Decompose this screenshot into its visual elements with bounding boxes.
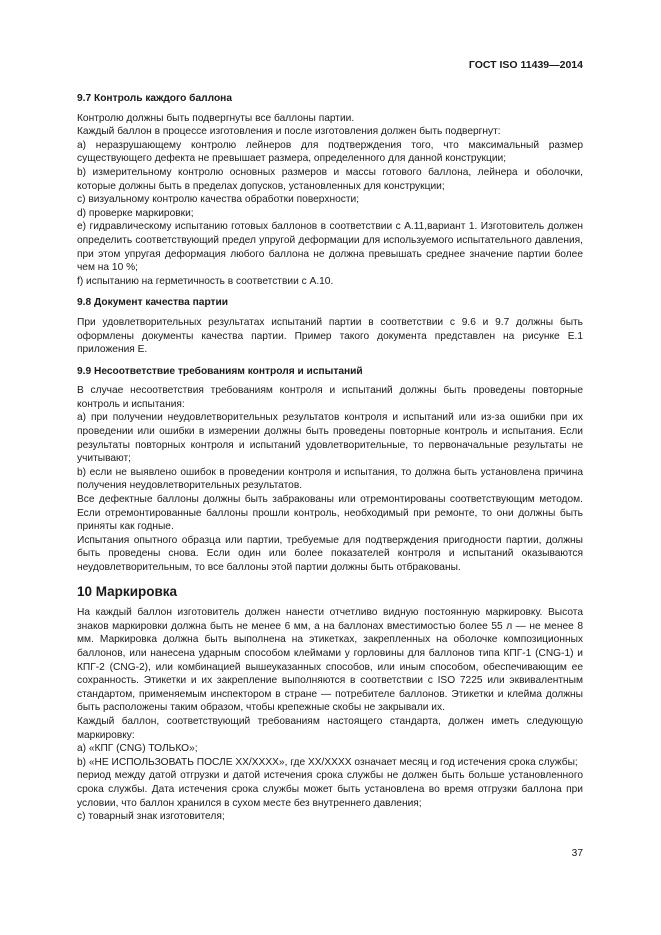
list-item: c) визуальному контролю качества обработки поверхности;	[77, 194, 360, 206]
list-item: а) «КПГ (CNG) ТОЛЬКО»;	[77, 743, 198, 755]
page-number: 37	[571, 848, 583, 859]
standard-header: ГОСТ ISO 11439—2014	[468, 59, 583, 71]
list-item: f) испытанию на герметичность в соответствии с А.10.	[77, 275, 334, 287]
paragraph: период между датой отгрузки и датой истечения срока службы не должен быть больше установленного срока службы. Дата истечения срока службы может быть установлена во время отгрузки баллона при условии, что баллон хранился в сухом месте без внутреннего давления;	[77, 770, 583, 809]
paragraph: Испытания опытного образца или партии, требуемые для подтверждения пригодности партии, должны быть проведены снова. Если один или более показателей контроля и испытаний оказываются неудовлетворительным, то все баллоны этой партии должны быть отбракованы.	[77, 534, 583, 573]
list-item: а) при получении неудовлетворительных результатов контроля и испытаний или из-за ошибки при их проведении или ошибки в измерении должны быть проведены повторные контроль и испытания. Если результаты повторных контроля и испытаний удовлетворительные, то первоначальные результаты не учитывают;	[77, 412, 583, 465]
paragraph: Каждый баллон в процессе изготовления и после изготовления должен быть подвергнут:	[77, 126, 501, 138]
section-9-7-title: 9.7 Контроль каждого баллона	[77, 93, 232, 104]
paragraph: В случае несоответствия требованиям контроля и испытаний должны быть проведены повторные контроль и испытания:	[77, 385, 583, 410]
list-item: b) «НЕ ИСПОЛЬЗОВАТЬ ПОСЛЕ XX/XXXX», где XX/XXXX означает месяц и год истечения срока службы;	[77, 756, 578, 768]
section-9-8-title: 9.8 Документ качества партии	[77, 297, 229, 309]
paragraph: Все дефектные баллоны должны быть забракованы или отремонтированы соответствующим методом. Если отремонтированные баллоны прошли контроль, необходимый при ремонте, то они должны быть приняты как годные.	[77, 494, 583, 533]
list-item: b) измерительному контролю основных размеров и массы готового баллона, лейнера и оболочки, которые должны быть в пределах допусков, установленных для конструкции;	[77, 166, 583, 192]
page-content	[77, 92, 583, 824]
list-item: e) гидравлическому испытанию готовых баллонов в соответствии с А.11,вариант 1. Изготовитель должен определить соответствующий предел упругой деформации для используемого испытательного давления, при этом упругая деформация любого баллона не должна превышать среднее значение партии более чем на 10 %;	[77, 221, 583, 274]
list-item: а) неразрушающему контролю лейнеров для подтверждения того, что максимальный размер существующего дефекта не превышает размера, определенного для данной конструкции;	[77, 139, 583, 165]
list-item: b) если не выявлено ошибок в проведении контроля и испытания, то должна быть установлена причина получения неудовлетворительных результатов.	[77, 466, 583, 492]
paragraph: На каждый баллон изготовитель должен нанести отчетливо видную постоянную маркировку. Высота знаков маркировки должна быть не менее 6 мм, а на баллонах вместимостью более 55 л — не менее 8 мм. Маркировка должна быть выполнена на этикетках, закрепленных на оболочке композиционных баллонов, или нанесена ударным способом клеймами у горловины для баллонов типа КПГ-1 (CNG-1) и КПГ-2 (CNG-2), или комбинацией вышеуказанных способов, или иным способом, обеспечивающим ее сохранность. Этикетки и их закрепление выполняются в соответствии с ISO 7225 или эквивалентным стандартом, применяемым инспектором в стране — потребителе баллонов. Этикетки и клейма должны быть расположены таким образом, чтобы крепежные скобы не закрывали их.	[77, 607, 583, 714]
section-10-title: 10 Маркировка	[77, 583, 178, 599]
list-item: d) проверке маркировки;	[77, 207, 194, 219]
paragraph: Контролю должны быть подвергнуты все баллоны партии.	[77, 112, 355, 124]
section-9-9-title: 9.9 Несоответствие требованиям контроля и испытаний	[77, 365, 363, 377]
paragraph: Каждый баллон, соответствующий требованиям настоящего стандарта, должен иметь следующую маркировку:	[77, 715, 583, 741]
paragraph: При удовлетворительных результатах испытаний партии в соответствии с 9.6 и 9.7 должны быть оформлены документы качества партии. Пример такого документа представлен на рисунке Е.1 приложения Е.	[77, 316, 583, 356]
list-item: c) товарный знак изготовителя;	[77, 811, 225, 823]
